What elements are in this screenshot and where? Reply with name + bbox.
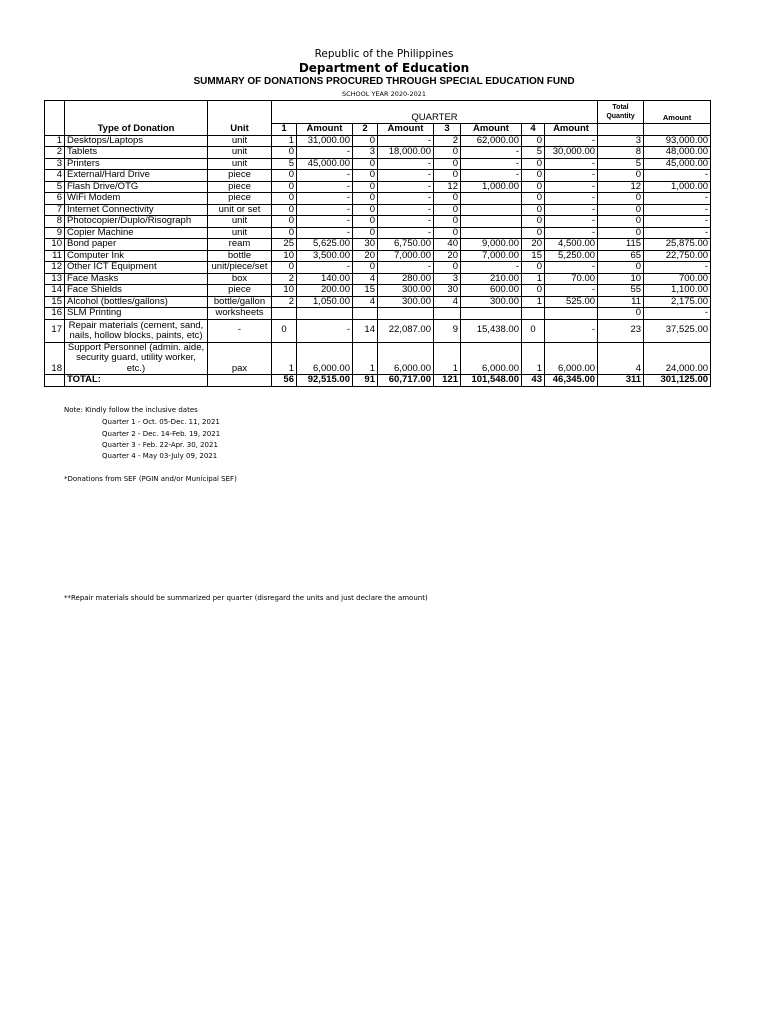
q3-amount — [461, 227, 522, 239]
q4-amount: - — [545, 216, 598, 228]
q2-amount — [378, 308, 434, 320]
type-cell: Alcohol (bottles/gallons) — [65, 296, 208, 308]
q3-qty: 0 — [434, 227, 461, 239]
row-number: 10 — [45, 239, 65, 251]
q4-amount: 4,500.00 — [545, 239, 598, 251]
q3-amount: 62,000.00 — [461, 135, 522, 147]
q4-amount: - — [545, 227, 598, 239]
unit-cell: piece — [208, 170, 272, 182]
q4-qty — [522, 308, 545, 320]
q1-qty: 0 — [272, 262, 297, 274]
q2-amount: - — [378, 135, 434, 147]
row-number: 3 — [45, 158, 65, 170]
total-quantity-cell: 10 — [598, 273, 644, 285]
row-number: 11 — [45, 250, 65, 262]
q2-qty: 3 — [353, 147, 378, 159]
q4-amount: - — [545, 135, 598, 147]
q4-qty: 0 — [522, 285, 545, 297]
q1-amount: 3,500.00 — [297, 250, 353, 262]
total-a2: 60,717.00 — [378, 375, 434, 387]
q3-qty: 0 — [434, 193, 461, 205]
q4-qty: 0 — [522, 135, 545, 147]
total-quantity: 311 — [598, 375, 644, 387]
row-number: 6 — [45, 193, 65, 205]
total-quantity-cell: 3 — [598, 135, 644, 147]
q1-amount: 6,000.00 — [297, 342, 353, 375]
quarter-header: QUARTER — [272, 101, 598, 124]
q3-qty: 4 — [434, 296, 461, 308]
q2-qty: 30 — [353, 239, 378, 251]
table-row — [45, 273, 711, 285]
row-number: 4 — [45, 170, 65, 182]
unit-cell: pax — [208, 342, 272, 375]
q1-amount: 5,625.00 — [297, 239, 353, 251]
unit-cell: unit or set — [208, 204, 272, 216]
q4-amount: - — [545, 158, 598, 170]
table-row — [45, 158, 711, 170]
q1-amount: - — [297, 193, 353, 205]
q2-amount: 300.00 — [378, 285, 434, 297]
type-cell: Other ICT Equipment — [65, 262, 208, 274]
q1-qty: 0 — [272, 227, 297, 239]
q3-qty: 9 — [434, 319, 461, 342]
q2-amount: 6,000.00 — [378, 342, 434, 375]
type-cell: SLM Printing — [65, 308, 208, 320]
type-cell: Face Masks — [65, 273, 208, 285]
note-repair: **Repair materials should be summarized per quarter (disregard the units and just declare the amount) — [64, 594, 428, 602]
q1-header: 1 — [272, 124, 297, 136]
type-cell: Printers — [65, 158, 208, 170]
q2-qty: 0 — [353, 216, 378, 228]
q3-qty: 2 — [434, 135, 461, 147]
q1-qty: 2 — [272, 273, 297, 285]
q2-amount: 7,000.00 — [378, 250, 434, 262]
unit-cell: unit — [208, 158, 272, 170]
q1-qty: 0 — [272, 181, 297, 193]
q2-qty: 0 — [353, 158, 378, 170]
q3-qty: 0 — [434, 170, 461, 182]
q3-qty: 30 — [434, 285, 461, 297]
q2-amount: - — [378, 158, 434, 170]
type-cell: Repair materials (cement, sand, nails, hollow blocks, paints, etc) — [65, 319, 208, 342]
q4-amount: 6,000.00 — [545, 342, 598, 375]
q2-amount: 18,000.00 — [378, 147, 434, 159]
q3-qty: 0 — [434, 216, 461, 228]
q3-qty: 0 — [434, 147, 461, 159]
type-cell: Desktops/Laptops — [65, 135, 208, 147]
q2-qty: 15 — [353, 285, 378, 297]
total-quantity-cell: 0 — [598, 308, 644, 320]
school-year: SCHOOL YEAR 2020-2021 — [341, 90, 426, 98]
type-cell: Copier Machine — [65, 227, 208, 239]
row-number: 14 — [45, 285, 65, 297]
q3-amount: 300.00 — [461, 296, 522, 308]
q3-amount: - — [461, 262, 522, 274]
q2-qty: 20 — [353, 250, 378, 262]
total-row — [45, 375, 711, 387]
table-row — [45, 170, 711, 182]
q1-qty: 25 — [272, 239, 297, 251]
q3-qty — [434, 308, 461, 320]
total-amount-cell: 37,525.00 — [644, 319, 711, 342]
q3-amount — [461, 308, 522, 320]
row-number: 17 — [45, 319, 65, 342]
table-row — [45, 181, 711, 193]
q2-qty — [353, 308, 378, 320]
q4-amount — [545, 308, 598, 320]
total-quantity-cell: 0 — [598, 216, 644, 228]
q1-amount: - — [297, 204, 353, 216]
q2-amount: - — [378, 216, 434, 228]
row-number: 1 — [45, 135, 65, 147]
table-row — [45, 262, 711, 274]
q3-amount — [461, 216, 522, 228]
total-quantity-cell: 0 — [598, 204, 644, 216]
total-amount-cell: - — [644, 262, 711, 274]
q4-qty: 0 — [522, 170, 545, 182]
q3-qty: 12 — [434, 181, 461, 193]
total-amount-cell: 700.00 — [644, 273, 711, 285]
q3-amount: 15,438.00 — [461, 319, 522, 342]
total-quantity-cell: 4 — [598, 342, 644, 375]
note-quarter-1: Quarter 1 - Oct. 05-Dec. 11, 2021 — [102, 418, 220, 426]
type-header: Type of Donation — [65, 124, 208, 136]
q3-qty: 1 — [434, 342, 461, 375]
table-row — [45, 308, 711, 320]
total-a1: 92,515.00 — [297, 375, 353, 387]
q1-qty: 10 — [272, 285, 297, 297]
total-quantity-cell: 11 — [598, 296, 644, 308]
q1-amount: 1,050.00 — [297, 296, 353, 308]
q1-amount: 45,000.00 — [297, 158, 353, 170]
q2-qty: 14 — [353, 319, 378, 342]
q3-amount: 9,000.00 — [461, 239, 522, 251]
q1-qty: 10 — [272, 250, 297, 262]
total-a3: 101,548.00 — [461, 375, 522, 387]
q1-qty: 1 — [272, 342, 297, 375]
q3-amount: 210.00 — [461, 273, 522, 285]
q4-amount: - — [545, 319, 598, 342]
table-row — [45, 227, 711, 239]
total-quantity-cell: 65 — [598, 250, 644, 262]
q1-amount: - — [297, 262, 353, 274]
q1-amount: - — [297, 216, 353, 228]
q2-header: 2 — [353, 124, 378, 136]
q4-qty: 0 — [522, 319, 545, 342]
unit-cell: ream — [208, 239, 272, 251]
q3-qty: 20 — [434, 250, 461, 262]
q3-amount: 7,000.00 — [461, 250, 522, 262]
total-a4: 46,345.00 — [545, 375, 598, 387]
department-heading: Department of Education — [298, 61, 470, 75]
q4-qty: 0 — [522, 181, 545, 193]
total-quantity-cell: 0 — [598, 193, 644, 205]
q2-qty: 0 — [353, 135, 378, 147]
q2-qty: 0 — [353, 227, 378, 239]
q4-header: 4 — [522, 124, 545, 136]
q4-amount: - — [545, 181, 598, 193]
type-cell: Tablets — [65, 147, 208, 159]
q2-amount: - — [378, 204, 434, 216]
q3-header: 3 — [434, 124, 461, 136]
type-cell: External/Hard Drive — [65, 170, 208, 182]
q4-amount: 525.00 — [545, 296, 598, 308]
q2-amount: 280.00 — [378, 273, 434, 285]
q2-qty: 0 — [353, 193, 378, 205]
total-q3: 121 — [434, 375, 461, 387]
q3-amount: 1,000.00 — [461, 181, 522, 193]
q3-amount: - — [461, 147, 522, 159]
row-number: 12 — [45, 262, 65, 274]
unit-cell: piece — [208, 285, 272, 297]
q1-amount: - — [297, 227, 353, 239]
q3-amount: - — [461, 158, 522, 170]
republic-heading: Republic of the Philippines — [314, 48, 454, 60]
q3-qty: 0 — [434, 158, 461, 170]
q1-amount: 200.00 — [297, 285, 353, 297]
unit-cell: unit — [208, 216, 272, 228]
total-amount-cell: 1,000.00 — [644, 181, 711, 193]
q4-amount: - — [545, 193, 598, 205]
q4-qty: 0 — [522, 216, 545, 228]
total-amount-cell: - — [644, 193, 711, 205]
q3-qty: 0 — [434, 204, 461, 216]
q1-amount: - — [297, 319, 353, 342]
total-quantity-header: Total Quantity — [598, 101, 644, 124]
q4-qty: 0 — [522, 227, 545, 239]
q3-qty: 40 — [434, 239, 461, 251]
unit-cell: unit — [208, 227, 272, 239]
q1-qty: 0 — [272, 204, 297, 216]
total-amount-cell: 24,000.00 — [644, 342, 711, 375]
note-quarter-4: Quarter 4 - May 03-July 09, 2021 — [102, 452, 218, 460]
total-label: TOTAL: — [65, 375, 208, 387]
unit-cell: unit — [208, 147, 272, 159]
type-cell: Photocopier/Duplo/Risograph — [65, 216, 208, 228]
total-quantity-cell: 23 — [598, 319, 644, 342]
row-number: 8 — [45, 216, 65, 228]
unit-cell: bottle/gallon — [208, 296, 272, 308]
total-amount-cell: 48,000.00 — [644, 147, 711, 159]
q2-qty: 4 — [353, 273, 378, 285]
unit-header: Unit — [208, 124, 272, 136]
unit-cell: worksheets — [208, 308, 272, 320]
q1-qty: 0 — [272, 216, 297, 228]
total-amount-cell: 22,750.00 — [644, 250, 711, 262]
total-amount-cell: 45,000.00 — [644, 158, 711, 170]
row-number: 7 — [45, 204, 65, 216]
unit-cell: unit — [208, 135, 272, 147]
table-row — [45, 296, 711, 308]
q4-amount: 5,250.00 — [545, 250, 598, 262]
q3-amount: - — [461, 170, 522, 182]
row-number: 9 — [45, 227, 65, 239]
table-row — [45, 239, 711, 251]
total-amount-cell: - — [644, 308, 711, 320]
q1-amount: - — [297, 181, 353, 193]
q2-qty: 1 — [353, 342, 378, 375]
q4-qty: 0 — [522, 158, 545, 170]
total-amount: 301,125.00 — [644, 375, 711, 387]
table-row — [45, 135, 711, 147]
table-row — [45, 193, 711, 205]
q3-qty: 3 — [434, 273, 461, 285]
q1-amount: 31,000.00 — [297, 135, 353, 147]
q3-amount: 600.00 — [461, 285, 522, 297]
q2-qty: 4 — [353, 296, 378, 308]
table-row — [45, 342, 711, 375]
q4-qty: 0 — [522, 193, 545, 205]
q1-amount: 140.00 — [297, 273, 353, 285]
q2-qty: 0 — [353, 262, 378, 274]
q3-amount: 6,000.00 — [461, 342, 522, 375]
header-row — [45, 124, 711, 136]
total-quantity-cell: 115 — [598, 239, 644, 251]
type-cell: WiFi Modem — [65, 193, 208, 205]
q2-amount: - — [378, 262, 434, 274]
total-quantity-cell: 12 — [598, 181, 644, 193]
q2-amount: - — [378, 193, 434, 205]
q4-qty: 0 — [522, 262, 545, 274]
row-number: 16 — [45, 308, 65, 320]
q2-qty: 0 — [353, 170, 378, 182]
total-amount-cell: 25,875.00 — [644, 239, 711, 251]
table-row — [45, 147, 711, 159]
type-cell: Bond paper — [65, 239, 208, 251]
total-quantity-cell: 5 — [598, 158, 644, 170]
total-quantity-cell: 0 — [598, 227, 644, 239]
type-cell: Computer Ink — [65, 250, 208, 262]
total-quantity-cell: 8 — [598, 147, 644, 159]
q1-amount: - — [297, 170, 353, 182]
type-cell: Face Shields — [65, 285, 208, 297]
unit-cell: piece — [208, 193, 272, 205]
total-amount-cell: - — [644, 170, 711, 182]
row-number: 5 — [45, 181, 65, 193]
note-inclusive-dates: Note: Kindly follow the inclusive dates — [64, 406, 198, 414]
unit-cell: piece — [208, 181, 272, 193]
total-amount-cell: - — [644, 216, 711, 228]
table-row — [45, 285, 711, 297]
q1-qty: 0 — [272, 170, 297, 182]
q4-amount: - — [545, 204, 598, 216]
q4-qty: 1 — [522, 273, 545, 285]
total-amount-cell: 1,100.00 — [644, 285, 711, 297]
total-q2: 91 — [353, 375, 378, 387]
q2-amount: 22,087.00 — [378, 319, 434, 342]
total-quantity-cell: 0 — [598, 170, 644, 182]
q3-qty: 0 — [434, 262, 461, 274]
total-q4: 43 — [522, 375, 545, 387]
report-title: SUMMARY OF DONATIONS PROCURED THROUGH SPECIAL EDUCATION FUND — [193, 76, 575, 87]
row-number: 15 — [45, 296, 65, 308]
total-amount-header: Amount — [644, 101, 711, 124]
q1-qty: 0 — [272, 319, 297, 342]
q4-qty: 0 — [522, 204, 545, 216]
q4-amount: 30,000.00 — [545, 147, 598, 159]
a3-header: Amount — [461, 124, 522, 136]
q4-qty: 15 — [522, 250, 545, 262]
total-quantity-cell: 55 — [598, 285, 644, 297]
unit-cell: bottle — [208, 250, 272, 262]
q2-amount: - — [378, 170, 434, 182]
q4-qty: 1 — [522, 296, 545, 308]
q1-amount — [297, 308, 353, 320]
q2-qty: 0 — [353, 204, 378, 216]
q1-qty: 0 — [272, 193, 297, 205]
q1-qty: 5 — [272, 158, 297, 170]
unit-cell: unit/piece/set — [208, 262, 272, 274]
total-amount-cell: 2,175.00 — [644, 296, 711, 308]
table-row — [45, 216, 711, 228]
q1-amount: - — [297, 147, 353, 159]
a2-header: Amount — [378, 124, 434, 136]
q4-qty: 20 — [522, 239, 545, 251]
q4-amount: 70.00 — [545, 273, 598, 285]
a4-header: Amount — [545, 124, 598, 136]
table-row — [45, 319, 711, 342]
donations-table — [44, 100, 711, 387]
q1-qty: 0 — [272, 147, 297, 159]
total-q1: 56 — [272, 375, 297, 387]
q4-amount: - — [545, 285, 598, 297]
q1-qty — [272, 308, 297, 320]
q1-qty: 2 — [272, 296, 297, 308]
unit-cell: - — [208, 319, 272, 342]
q2-amount: - — [378, 181, 434, 193]
q1-qty: 1 — [272, 135, 297, 147]
type-cell: Internet Connectivity — [65, 204, 208, 216]
q2-amount: - — [378, 227, 434, 239]
row-number: 13 — [45, 273, 65, 285]
total-amount-cell: 93,000.00 — [644, 135, 711, 147]
header-row-top — [45, 101, 711, 124]
q4-qty: 5 — [522, 147, 545, 159]
type-cell: Support Personnel (admin. aide, security guard, utility worker, etc.) — [65, 342, 208, 375]
total-amount-cell: - — [644, 204, 711, 216]
type-cell: Flash Drive/OTG — [65, 181, 208, 193]
row-number: 2 — [45, 147, 65, 159]
table-row — [45, 250, 711, 262]
q2-qty: 0 — [353, 181, 378, 193]
q4-amount: - — [545, 262, 598, 274]
note-sef: *Donations from SEF (PGIN and/or Municipal SEF) — [64, 475, 237, 483]
a1-header: Amount — [297, 124, 353, 136]
total-amount-cell: - — [644, 227, 711, 239]
q3-amount — [461, 204, 522, 216]
q2-amount: 300.00 — [378, 296, 434, 308]
q3-amount — [461, 193, 522, 205]
table-row — [45, 204, 711, 216]
total-quantity-cell: 0 — [598, 262, 644, 274]
q4-qty: 1 — [522, 342, 545, 375]
row-number: 18 — [45, 342, 65, 375]
q2-amount: 6,750.00 — [378, 239, 434, 251]
note-quarter-2: Quarter 2 - Dec. 14-Feb. 19, 2021 — [102, 430, 221, 438]
note-quarter-3: Quarter 3 - Feb. 22-Apr. 30, 2021 — [102, 441, 218, 449]
q4-amount: - — [545, 170, 598, 182]
unit-cell: box — [208, 273, 272, 285]
